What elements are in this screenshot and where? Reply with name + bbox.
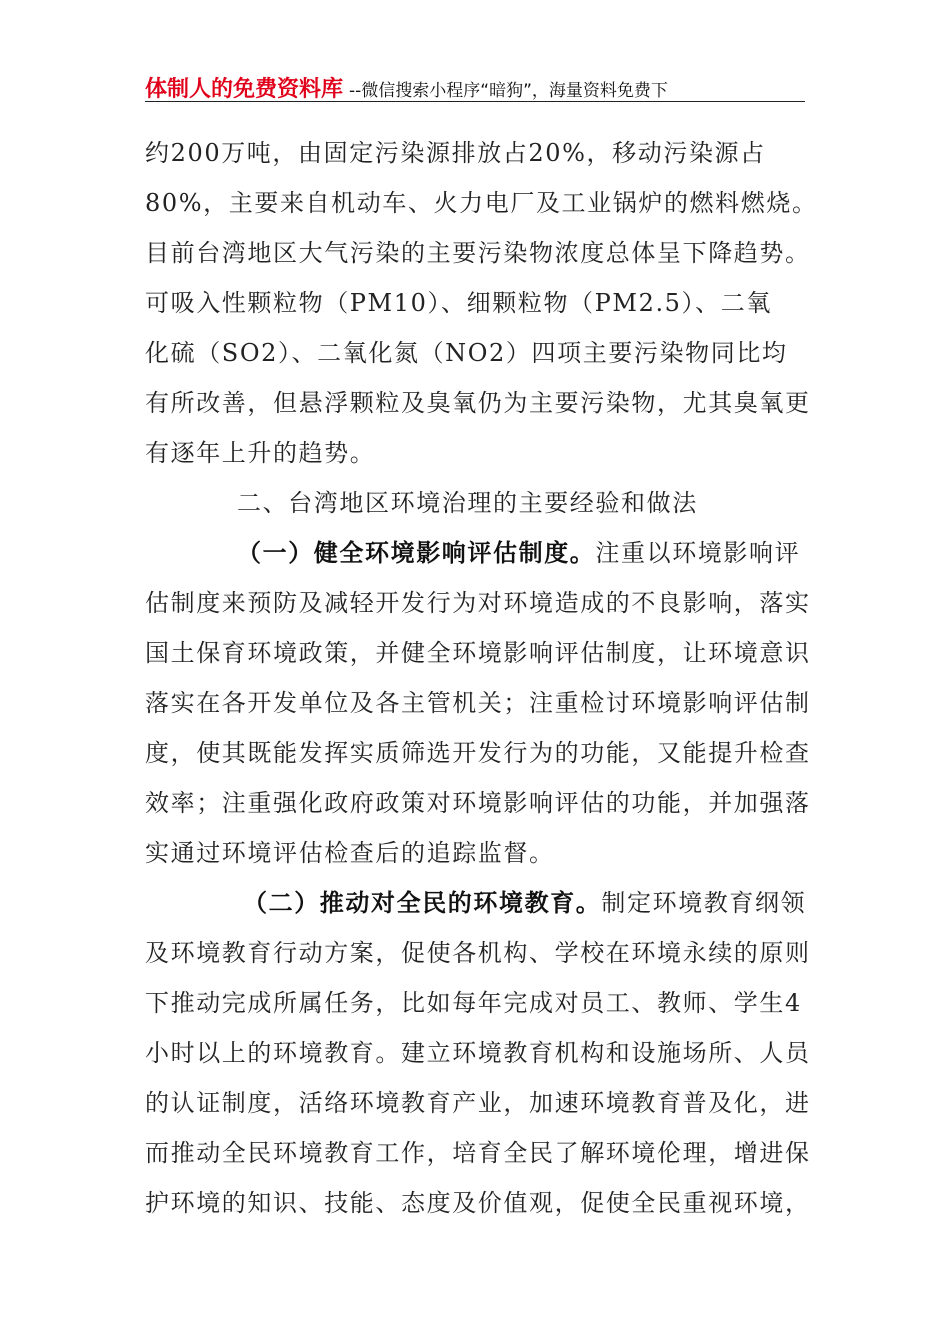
body-line: 估制度来预防及减轻开发行为对环境造成的不良影响，落实 [145, 589, 811, 617]
page-header [145, 72, 805, 102]
subsection-2-heading: （二）推动对全民的环境教育。 [243, 889, 602, 917]
body-line: 小时以上的环境教育。建立环境教育机构和设施场所、人员 [145, 1039, 811, 1067]
subsection-2-first-line [145, 878, 809, 928]
body-line: 有所改善，但悬浮颗粒及臭氧仍为主要污染物，尤其臭氧更 [145, 389, 811, 417]
body-line: 而推动全民环境教育工作，培育全民了解环境伦理，增进保 [145, 1139, 811, 1167]
body-line: 有逐年上升的趋势。 [145, 439, 376, 467]
body-line: 下推动完成所属任务，比如每年完成对员工、教师、学生4 [145, 989, 802, 1017]
body-line: 可吸入性颗粒物（PM10）、细颗粒物（PM2.5）、二氧 [145, 289, 772, 317]
section-heading: 二、台湾地区环境治理的主要经验和做法 [237, 489, 698, 517]
body-line: 实通过环境评估检查后的追踪监督。 [145, 839, 555, 867]
body-line: 约200万吨，由固定污染源排放占20%，移动污染源占 [145, 139, 766, 167]
header-tagline: --微信搜索小程序“暗狗”，海量资料免费下 [349, 81, 668, 101]
body-line: 度，使其既能发挥实质筛选开发行为的功能，又能提升检查 [145, 739, 811, 767]
body-line: 护环境的知识、技能、态度及价值观，促使全民重视环境， [145, 1189, 811, 1217]
body-line: 落实在各开发单位及各主管机关；注重检讨环境影响评估制 [145, 689, 811, 717]
body-line: 及环境教育行动方案，促使各机构、学校在环境永续的原则 [145, 939, 811, 967]
header-brand: 体制人的免费资料库 [145, 77, 344, 102]
body-line: 目前台湾地区大气污染的主要污染物浓度总体呈下降趋势。 [145, 239, 811, 267]
subsection-1-first-line [145, 528, 809, 578]
body-line: 效率；注重强化政府政策对环境影响评估的功能，并加强落 [145, 789, 811, 817]
subsection-2-text: 制定环境教育纲领 [601, 889, 807, 917]
header-divider [145, 101, 805, 102]
subsection-1-heading: （一）健全环境影响评估制度。 [237, 539, 596, 567]
subsection-1-text: 注重以环境影响评 [595, 539, 801, 567]
document-body [145, 128, 818, 1228]
body-line: 国土保育环境政策，并健全环境影响评估制度，让环境意识 [145, 639, 811, 667]
body-line: 的认证制度，活络环境教育产业，加速环境教育普及化，进 [145, 1089, 811, 1117]
body-line: 化硫（SO2）、二氧化氮（NO2）四项主要污染物同比均 [145, 339, 788, 367]
body-line: 80%，主要来自机动车、火力电厂及工业锅炉的燃料燃烧。 [145, 189, 818, 217]
